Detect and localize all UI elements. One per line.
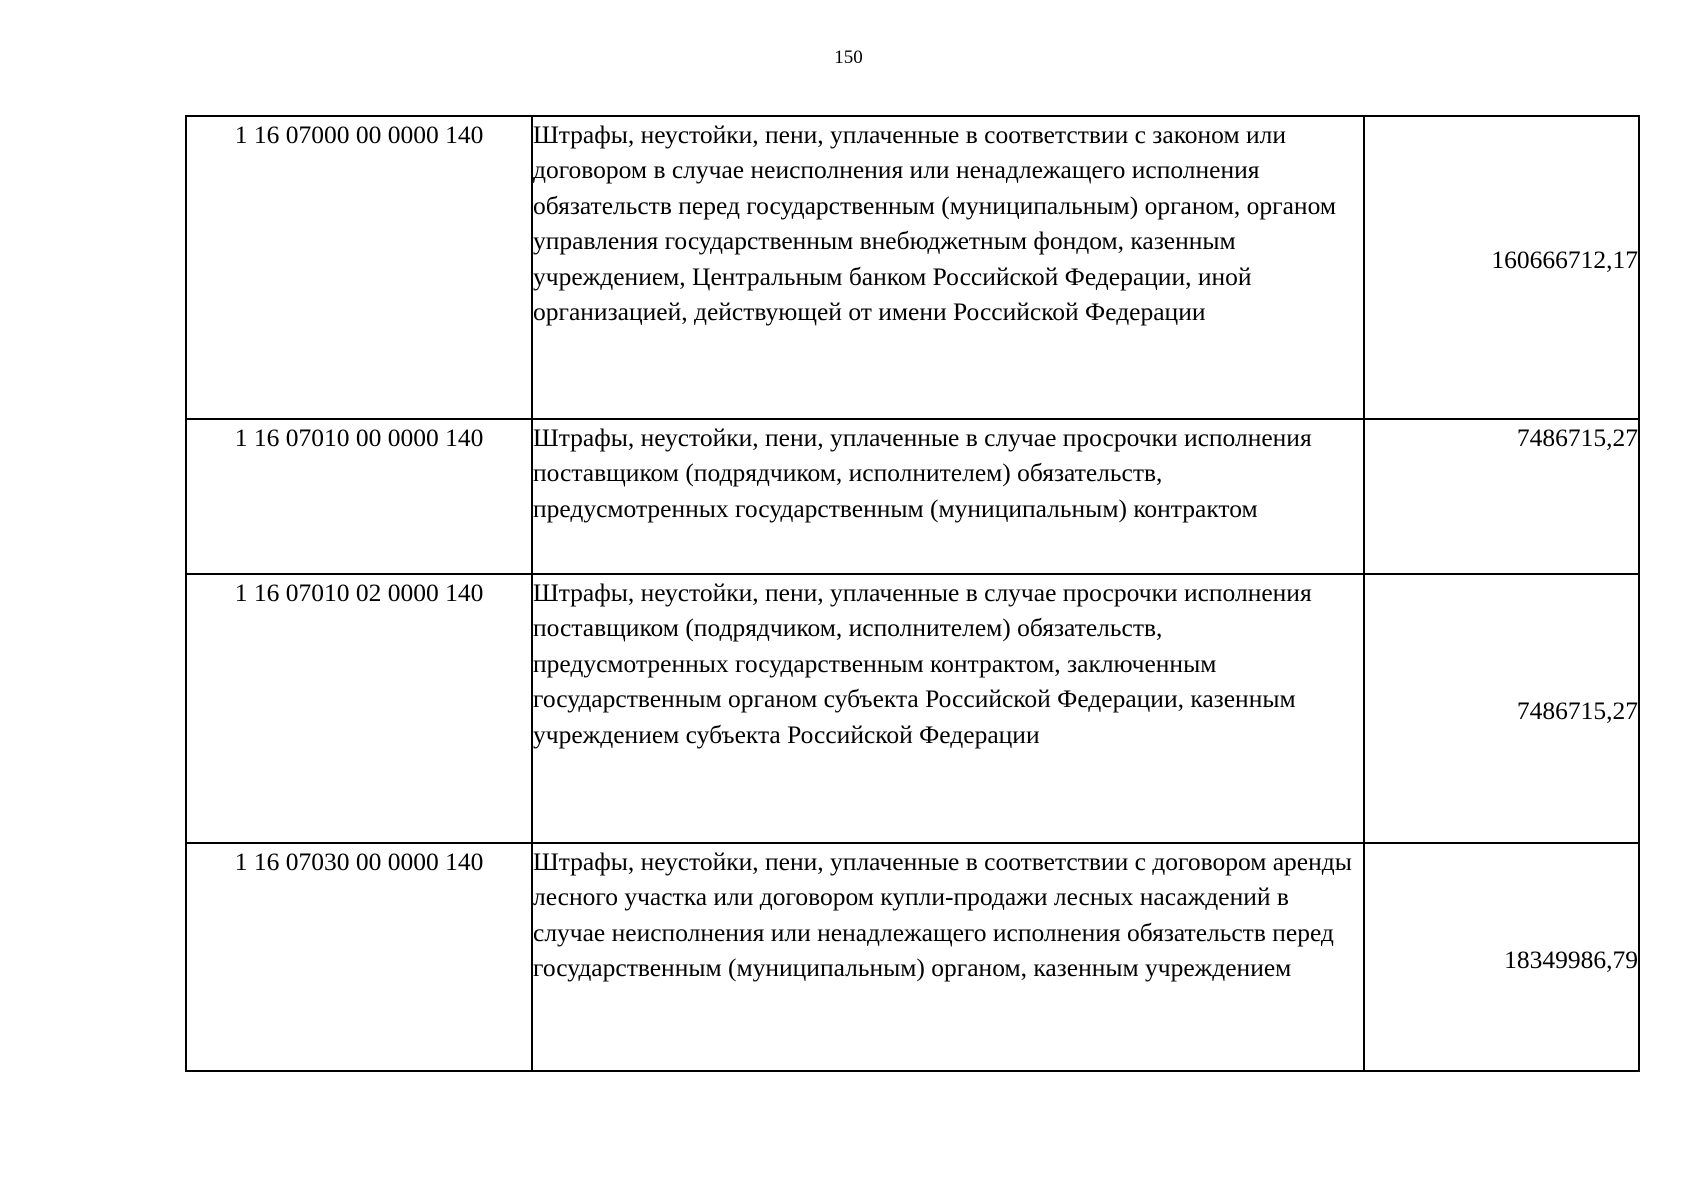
table-row — [186, 419, 1639, 574]
amount-cell: 160666712,17 — [1364, 116, 1639, 419]
table-row — [186, 843, 1639, 1071]
budget-code-cell: 1 16 07010 00 0000 140 — [186, 419, 532, 574]
table-row — [186, 116, 1639, 419]
page-number: 150 — [834, 47, 863, 68]
amount-cell: 7486715,27 — [1364, 419, 1639, 574]
description-cell: Штрафы, неустойки, пени, уплаченные в случае просрочки исполнения поставщиком (подрядчиком, исполнителем) обязательств, предусмотренных государственным контрактом, заключенным государственным органом субъекта Российской Федерации, казенным учреждением субъекта Российской Федерации — [532, 574, 1364, 843]
budget-code-cell: 1 16 07030 00 0000 140 — [186, 843, 532, 1071]
description-cell: Штрафы, неустойки, пени, уплаченные в случае просрочки исполнения поставщиком (подрядчиком, исполнителем) обязательств, предусмотренных государственным (муниципальным) контрактом — [532, 419, 1364, 574]
table-row — [186, 574, 1639, 843]
amount-cell: 7486715,27 — [1364, 574, 1639, 843]
budget-code-cell: 1 16 07000 00 0000 140 — [186, 116, 532, 419]
description-cell: Штрафы, неустойки, пени, уплаченные в соответствии с законом или договором в случае неисполнения или ненадлежащего исполнения обязательств перед государственным (муниципальным) органом, органом управления государственным внебюджетным фондом, казенным учреждением, Центральным банком Российской Федерации, иной организацией, действующей от имени Российской Федерации — [532, 116, 1364, 419]
description-cell: Штрафы, неустойки, пени, уплаченные в соответствии с договором аренды лесного участка или договором купли-продажи лесных насаждений в случае неисполнения или ненадлежащего исполнения обязательств перед государственным (муниципальным) органом, казенным учреждением — [532, 843, 1364, 1071]
budget-revenue-table — [185, 115, 1640, 1072]
budget-code-cell: 1 16 07010 02 0000 140 — [186, 574, 532, 843]
amount-cell: 18349986,79 — [1364, 843, 1639, 1071]
